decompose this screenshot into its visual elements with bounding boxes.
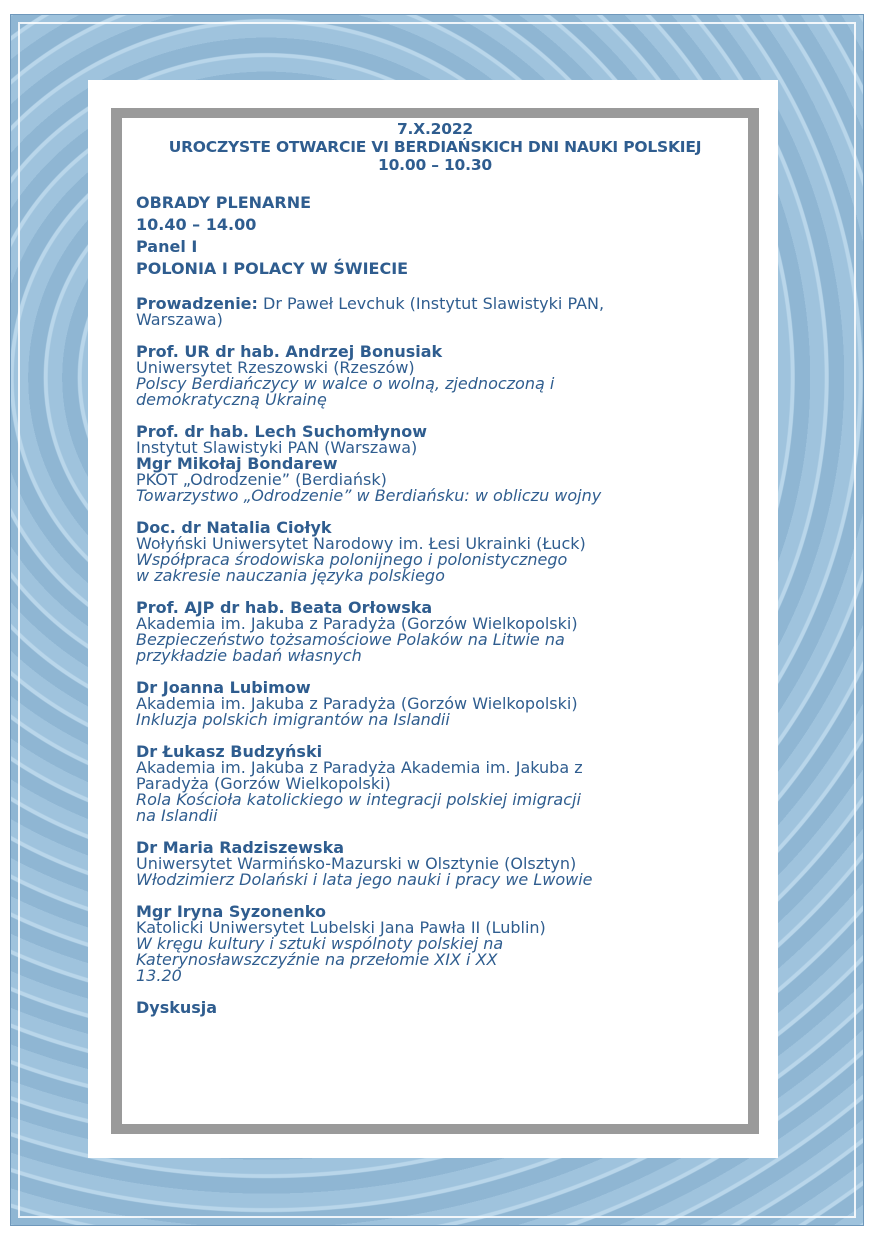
talk-title: Inkluzja polskich imigrantów na Islandii — [136, 710, 450, 729]
talk-title: Włodzimierz Dolański i lata jego nauki i pracy we Lwowie — [136, 870, 593, 889]
opening-time: 10.00 – 10.30 — [378, 156, 492, 174]
talk-title-cont: Katerynosławszczyźnie na przełomie XIX i XX — [136, 950, 498, 969]
speaker-institution-cont: Paradyża (Gorzów Wielkopolski) — [136, 774, 391, 793]
speaker-institution: Instytut Slawistyki PAN (Warszawa) — [136, 438, 418, 457]
moderation-label: Prowadzenie: — [136, 294, 258, 313]
opening-header — [136, 120, 734, 174]
opening-title: UROCZYSTE OTWARCIE VI BERDIAŃSKICH DNI NAUKI POLSKIEJ — [168, 138, 702, 156]
talk-title-cont: przykładzie badań własnych — [136, 646, 362, 665]
speaker-institution: Akademia im. Jakuba z Paradyża (Gorzów Wielkopolski) — [136, 694, 578, 713]
speaker-name: Dr Łukasz Budzyński — [136, 742, 323, 761]
talk-item — [136, 904, 734, 984]
moderation-text-cont: Warszawa) — [136, 310, 223, 329]
talk-item — [136, 520, 734, 584]
speaker-name: Mgr Iryna Syzonenko — [136, 902, 326, 921]
panel-topic: POLONIA I POLACY W ŚWIECIE — [136, 259, 409, 278]
speaker-institution: Akademia im. Jakuba z Paradyża (Gorzów Wielkopolski) — [136, 614, 578, 633]
talk-item — [136, 424, 734, 504]
talk-item — [136, 840, 734, 888]
speaker-institution-2: PKOT „Odrodzenie” (Berdiańsk) — [136, 470, 387, 489]
talk-item — [136, 680, 734, 728]
talk-title: Bezpieczeństwo tożsamościowe Polaków na Litwie na — [136, 630, 565, 649]
speaker-name: Prof. dr hab. Lech Suchomłynow — [136, 422, 428, 441]
talk-title: Towarzystwo „Odrodzenie” w Berdiańsku: w obliczu wojny — [136, 486, 602, 505]
moderation-block — [136, 296, 734, 328]
speaker-institution: Uniwersytet Rzeszowski (Rzeszów) — [136, 358, 415, 377]
talk-title-cont: w zakresie nauczania języka polskiego — [136, 566, 445, 585]
speaker-institution: Katolicki Uniwersytet Lubelski Jana Pawła II (Lublin) — [136, 918, 546, 937]
opening-date: 7.X.2022 — [396, 120, 474, 138]
speaker-institution: Wołyński Uniwersytet Narodowy im. Łesi Ukrainki (Łuck) — [136, 534, 586, 553]
talk-title: Rola Kościoła katolickiego w integracji polskiej imigracji — [136, 790, 581, 809]
talk-item — [136, 344, 734, 408]
speaker-institution: Uniwersytet Warmińsko-Mazurski w Olsztynie (Olsztyn) — [136, 854, 577, 873]
discussion-label: Dyskusja — [136, 998, 218, 1017]
speaker-institution: Akademia im. Jakuba z Paradyża Akademia im. Jakuba z — [136, 758, 583, 777]
talk-title: Współpraca środowiska polonijnego i polonistycznego — [136, 550, 568, 569]
talk-title-cont: na Islandii — [136, 806, 218, 825]
speaker-name: Prof. AJP dr hab. Beata Orłowska — [136, 598, 433, 617]
speaker-name: Prof. UR dr hab. Andrzej Bonusiak — [136, 342, 443, 361]
speaker-name-2: Mgr Mikołaj Bondarew — [136, 454, 338, 473]
plenary-block — [136, 192, 734, 280]
talk-time: 13.20 — [136, 966, 182, 985]
talk-title: Polscy Berdiańczycy w walce o wolną, zjednoczoną i — [136, 374, 555, 393]
plenary-title: OBRADY PLENARNE — [136, 193, 312, 212]
panel-label: Panel I — [136, 237, 198, 256]
speaker-name: Dr Maria Radziszewska — [136, 838, 344, 857]
talk-title-cont: demokratyczną Ukrainę — [136, 390, 327, 409]
speaker-name: Dr Joanna Lubimow — [136, 678, 311, 697]
moderation-text: Dr Paweł Levchuk (Instytut Slawistyki PAN, — [257, 294, 605, 313]
talk-title: W kręgu kultury i sztuki wspólnoty polskiej na — [136, 934, 504, 953]
talk-item — [136, 744, 734, 824]
plenary-time: 10.40 – 14.00 — [136, 215, 257, 234]
program-content — [122, 118, 748, 1124]
speaker-name: Doc. dr Natalia Ciołyk — [136, 518, 332, 537]
talk-item — [136, 600, 734, 664]
